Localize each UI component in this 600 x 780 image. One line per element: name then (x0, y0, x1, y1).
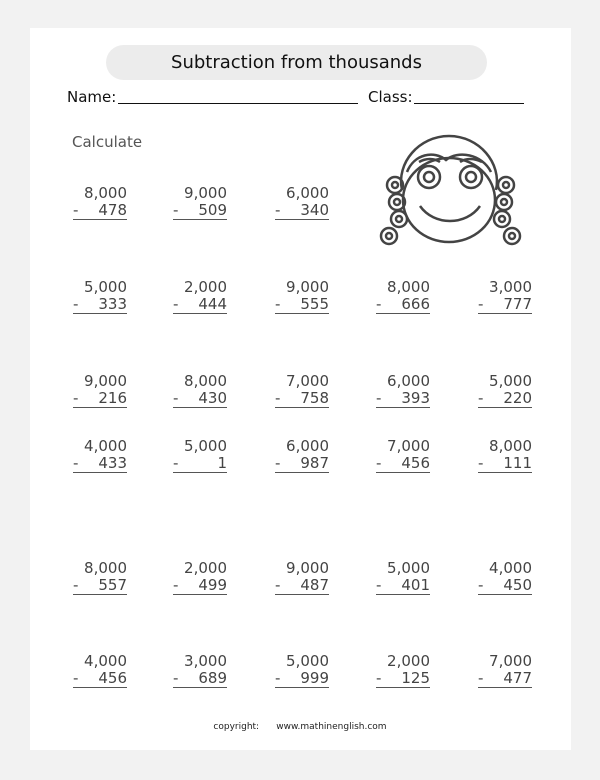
subtrahend-row (173, 389, 227, 408)
class-label: Class: (368, 88, 413, 106)
minuend: 6,000 (286, 184, 329, 202)
subtraction-problem (171, 373, 241, 415)
subtrahend: 999 (300, 669, 329, 687)
minus-sign: - (376, 669, 382, 687)
minus-sign: - (376, 454, 382, 472)
subtrahend: 125 (401, 669, 430, 687)
minus-sign: - (478, 389, 484, 407)
minus-sign: - (73, 201, 79, 219)
subtrahend: 401 (401, 576, 430, 594)
subtrahend: 450 (503, 576, 532, 594)
subtrahend: 666 (401, 295, 430, 313)
minus-sign: - (173, 201, 179, 219)
minus-sign: - (275, 201, 281, 219)
footer (0, 722, 600, 732)
minuend: 9,000 (84, 372, 127, 390)
subtrahend: 444 (198, 295, 227, 313)
subtrahend-row (376, 454, 430, 473)
minuend: 5,000 (489, 372, 532, 390)
minus-sign: - (275, 389, 281, 407)
subtrahend: 340 (300, 201, 329, 219)
subtraction-problem (273, 373, 343, 415)
subtrahend: 456 (401, 454, 430, 472)
subtraction-problem (171, 560, 241, 602)
subtraction-problem (171, 438, 241, 480)
subtraction-problem (71, 560, 141, 602)
copyright-label: copyright: (213, 722, 260, 732)
subtrahend: 111 (503, 454, 532, 472)
subtrahend: 777 (503, 295, 532, 313)
minuend: 8,000 (84, 559, 127, 577)
subtrahend-row (275, 669, 329, 688)
subtrahend: 499 (198, 576, 227, 594)
minuend: 3,000 (184, 652, 227, 670)
minus-sign: - (478, 454, 484, 472)
minus-sign: - (173, 669, 179, 687)
name-label: Name: (67, 88, 117, 106)
subtraction-problem (171, 185, 241, 227)
minus-sign: - (376, 576, 382, 594)
subtrahend: 216 (98, 389, 127, 407)
subtrahend-row (73, 454, 127, 473)
minuend: 7,000 (489, 652, 532, 670)
subtrahend: 758 (300, 389, 329, 407)
minuend: 4,000 (84, 652, 127, 670)
minuend: 5,000 (387, 559, 430, 577)
minus-sign: - (73, 576, 79, 594)
subtrahend-row (275, 576, 329, 595)
subtrahend: 555 (300, 295, 329, 313)
minus-sign: - (478, 295, 484, 313)
subtraction-problem (476, 438, 546, 480)
minuend: 8,000 (84, 184, 127, 202)
minuend: 5,000 (84, 278, 127, 296)
minus-sign: - (275, 669, 281, 687)
subtrahend-row (478, 454, 532, 473)
subtrahend-row (73, 295, 127, 314)
subtraction-problem (273, 560, 343, 602)
minuend: 6,000 (286, 437, 329, 455)
subtrahend-row (173, 201, 227, 220)
minuend: 9,000 (184, 184, 227, 202)
subtrahend-row (478, 576, 532, 595)
subtraction-problem (273, 279, 343, 321)
minuend: 2,000 (184, 559, 227, 577)
subtrahend-row (173, 669, 227, 688)
subtrahend: 456 (98, 669, 127, 687)
minus-sign: - (173, 389, 179, 407)
subtrahend: 557 (98, 576, 127, 594)
subtrahend-row (275, 389, 329, 408)
subtraction-problem (171, 653, 241, 695)
minus-sign: - (73, 389, 79, 407)
name-line (118, 89, 358, 104)
minus-sign: - (275, 295, 281, 313)
minus-sign: - (478, 669, 484, 687)
subtrahend-row (275, 454, 329, 473)
instruction-text: Calculate (72, 133, 143, 151)
subtrahend-row (478, 669, 532, 688)
minuend: 2,000 (387, 652, 430, 670)
minus-sign: - (173, 454, 179, 472)
minus-sign: - (275, 454, 281, 472)
subtraction-problem (71, 373, 141, 415)
subtrahend-row (73, 201, 127, 220)
subtrahend: 477 (503, 669, 532, 687)
subtrahend: 1 (217, 454, 227, 472)
minuend: 2,000 (184, 278, 227, 296)
subtrahend-row (376, 389, 430, 408)
minuend: 9,000 (286, 278, 329, 296)
subtrahend-row (73, 669, 127, 688)
subtraction-problem (273, 185, 343, 227)
minuend: 7,000 (387, 437, 430, 455)
minus-sign: - (173, 295, 179, 313)
subtrahend-row (376, 576, 430, 595)
subtraction-problem (374, 560, 444, 602)
subtraction-problem (273, 438, 343, 480)
minuend: 5,000 (286, 652, 329, 670)
subtrahend-row (173, 576, 227, 595)
minuend: 7,000 (286, 372, 329, 390)
minuend: 4,000 (84, 437, 127, 455)
website-link[interactable]: www.mathinenglish.com (276, 722, 387, 732)
minuend: 3,000 (489, 278, 532, 296)
subtrahend: 220 (503, 389, 532, 407)
subtraction-problem (476, 279, 546, 321)
subtrahend: 487 (300, 576, 329, 594)
subtrahend-row (275, 201, 329, 220)
subtrahend: 430 (198, 389, 227, 407)
minuend: 5,000 (184, 437, 227, 455)
subtrahend-row (376, 295, 430, 314)
subtrahend-row (478, 389, 532, 408)
subtrahend-row (275, 295, 329, 314)
subtrahend: 689 (198, 669, 227, 687)
minuend: 9,000 (286, 559, 329, 577)
subtrahend-row (73, 389, 127, 408)
subtraction-problem (71, 438, 141, 480)
subtrahend: 509 (198, 201, 227, 219)
subtrahend: 478 (98, 201, 127, 219)
worksheet-title: Subtraction from thousands (106, 45, 487, 80)
minus-sign: - (173, 576, 179, 594)
subtraction-problem (476, 653, 546, 695)
minus-sign: - (73, 669, 79, 687)
subtraction-problem (374, 653, 444, 695)
subtraction-problem (71, 279, 141, 321)
subtraction-problem (476, 373, 546, 415)
minuend: 8,000 (184, 372, 227, 390)
minus-sign: - (478, 576, 484, 594)
subtraction-problem (476, 560, 546, 602)
minuend: 8,000 (489, 437, 532, 455)
subtraction-problem (374, 373, 444, 415)
minus-sign: - (73, 454, 79, 472)
subtrahend-row (73, 576, 127, 595)
minus-sign: - (376, 295, 382, 313)
minuend: 6,000 (387, 372, 430, 390)
subtraction-problem (71, 653, 141, 695)
subtraction-problem (71, 185, 141, 227)
subtrahend-row (173, 454, 227, 473)
subtrahend: 393 (401, 389, 430, 407)
subtrahend: 333 (98, 295, 127, 313)
subtraction-problem (171, 279, 241, 321)
subtraction-problem (374, 279, 444, 321)
smiley-face-illustration (374, 128, 524, 253)
subtrahend: 433 (98, 454, 127, 472)
subtrahend-row (478, 295, 532, 314)
minus-sign: - (376, 389, 382, 407)
subtrahend-row (173, 295, 227, 314)
minus-sign: - (275, 576, 281, 594)
class-line (414, 89, 524, 104)
subtrahend: 987 (300, 454, 329, 472)
subtraction-problem (374, 438, 444, 480)
subtrahend-row (376, 669, 430, 688)
minuend: 4,000 (489, 559, 532, 577)
subtraction-problem (273, 653, 343, 695)
minuend: 8,000 (387, 278, 430, 296)
minus-sign: - (73, 295, 79, 313)
